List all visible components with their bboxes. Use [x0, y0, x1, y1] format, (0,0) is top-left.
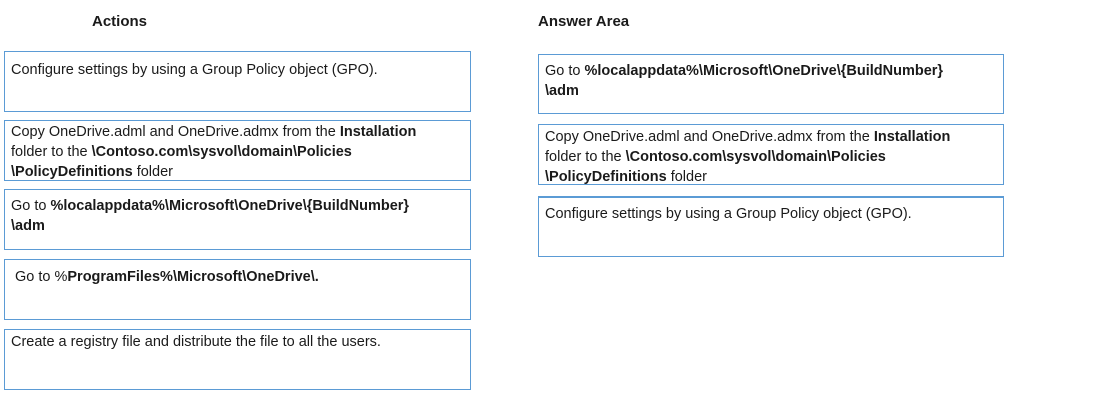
text-segment: Create a registry file and distribute the file to all the users.	[11, 334, 381, 350]
answer-slot-1[interactable]	[538, 54, 1004, 114]
bold-text-segment: ProgramFiles%\Microsoft\OneDrive\.	[67, 269, 319, 285]
answer-slot-2[interactable]	[538, 124, 1004, 185]
action-item-create-registry-file[interactable]	[4, 329, 471, 390]
bold-text-segment: %localappdata%\Microsoft\OneDrive\{BuildNumber}	[584, 63, 944, 79]
bold-text-segment: \adm	[545, 83, 579, 99]
text-segment: folder to the	[11, 144, 92, 160]
bold-text-segment: \PolicyDefinitions	[545, 169, 667, 185]
text-segment: Go to	[11, 198, 51, 214]
actions-heading: Actions	[92, 13, 148, 30]
bold-text-segment: %localappdata%\Microsoft\OneDrive\{BuildNumber}	[50, 198, 410, 214]
text-segment: folder	[666, 169, 707, 185]
bold-text-segment: \Contoso.com\sysvol\domain\Policies	[91, 144, 352, 160]
text-segment: Configure settings by using a Group Policy object (GPO).	[11, 62, 378, 78]
bold-text-segment: Installation	[873, 129, 951, 145]
text-segment: folder to the	[545, 149, 626, 165]
text-segment: Copy OneDrive.adml and OneDrive.admx from the	[11, 124, 340, 140]
answer-slot-3[interactable]	[538, 196, 1004, 257]
text-segment: Go to	[545, 63, 585, 79]
bold-text-segment: \PolicyDefinitions	[11, 164, 133, 180]
text-segment: Configure settings by using a Group Policy object (GPO).	[545, 206, 912, 222]
action-item-go-to-localappdata[interactable]	[4, 189, 471, 250]
text-segment: Go to %	[15, 269, 68, 285]
bold-text-segment: Installation	[339, 124, 417, 140]
bold-text-segment: \Contoso.com\sysvol\domain\Policies	[625, 149, 886, 165]
bold-text-segment: \adm	[11, 218, 45, 234]
answer-area-heading: Answer Area	[538, 13, 630, 30]
action-item-go-to-programfiles[interactable]	[4, 259, 471, 320]
action-item-configure-gpo[interactable]	[4, 51, 471, 112]
action-item-copy-admx-files[interactable]	[4, 120, 471, 181]
text-segment: folder	[132, 164, 173, 180]
text-segment: Copy OneDrive.adml and OneDrive.admx from the	[545, 129, 874, 145]
